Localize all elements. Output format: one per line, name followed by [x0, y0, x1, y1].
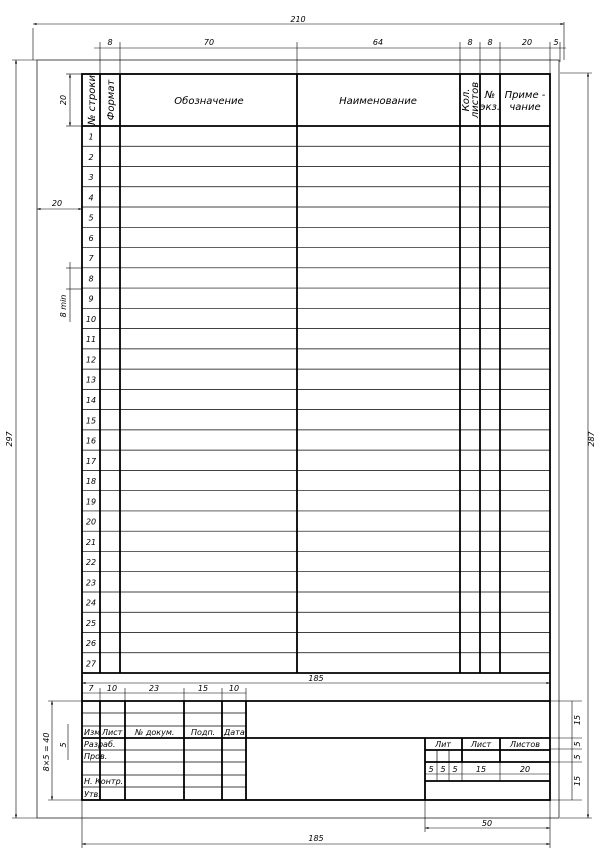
- stamp-sheets: Листов: [510, 740, 540, 749]
- dim-stamp-row: 5: [59, 742, 68, 748]
- row-number: 16: [85, 436, 97, 446]
- row-number: 20: [85, 517, 97, 527]
- stamp-izm: Изм: [84, 728, 101, 737]
- dim-table-width: 185: [308, 674, 324, 683]
- dim-header-height: 20: [59, 94, 68, 106]
- row-number: 26: [85, 639, 97, 649]
- dim-lit-3: 5: [452, 765, 458, 774]
- dim-sheet-width: 210: [290, 15, 306, 24]
- stamp-checked: Пров.: [84, 752, 108, 761]
- table-header: [87, 75, 546, 126]
- row-number: 19: [85, 497, 97, 507]
- header-note-2: чание: [509, 102, 541, 113]
- stamp-doc-no: № докум.: [135, 728, 175, 737]
- row-number: 7: [88, 254, 94, 264]
- dim-stamp-col-3: 23: [148, 684, 160, 693]
- row-number: 22: [85, 558, 97, 568]
- stamp-sign: Подп.: [191, 728, 216, 737]
- row-number: 1: [88, 132, 94, 142]
- row-number: 6: [88, 233, 94, 243]
- dim-stamp-width: 185: [308, 834, 324, 843]
- bottom-dimensions: [82, 800, 550, 848]
- header-copy-no-1: №: [484, 90, 496, 101]
- header-line-no: № строки: [87, 75, 98, 125]
- stamp-developed: Разраб.: [84, 740, 116, 749]
- dim-stamp-right-4: 15: [573, 775, 582, 787]
- stamp-approved: Утв.: [84, 790, 101, 799]
- row-number: 17: [85, 456, 97, 466]
- row-number: 12: [85, 355, 97, 365]
- row-number: 15: [85, 416, 97, 426]
- header-sheets-count-2: листов: [470, 81, 481, 119]
- top-dimensions: [33, 15, 566, 74]
- row-number: 21: [85, 537, 97, 547]
- dim-right-margin: 5: [553, 38, 559, 47]
- dim-stamp-right-width: 50: [481, 819, 493, 828]
- dim-stamp-col-2: 10: [106, 684, 118, 693]
- header-note-1: Приме -: [504, 90, 546, 101]
- header-name: Наименование: [339, 96, 417, 107]
- dim-left-margin: 20: [51, 199, 63, 208]
- title-block: [82, 701, 550, 800]
- row-number: 4: [88, 193, 94, 203]
- dim-col-designation: 70: [203, 38, 215, 47]
- dim-lit-5: 20: [519, 765, 531, 774]
- dim-lit-2: 5: [440, 765, 446, 774]
- row-number: 13: [85, 375, 97, 385]
- stamp-lit: Лит: [435, 740, 451, 749]
- dim-col-copy: 8: [487, 38, 493, 47]
- row-number: 10: [85, 314, 97, 324]
- row-number: 27: [85, 659, 97, 669]
- stamp-col-dimensions: [82, 684, 246, 701]
- dim-col-format: 8: [107, 38, 113, 47]
- row-numbers: [86, 133, 97, 669]
- row-number: 14: [85, 396, 97, 405]
- dim-lit-1: 5: [428, 765, 434, 774]
- row-number: 9: [88, 294, 94, 304]
- header-copy-no-2: экз.: [479, 102, 501, 113]
- header-designation: Обозначение: [174, 96, 244, 107]
- dim-frame-height: 287: [587, 431, 596, 447]
- stamp-date: Дата: [224, 728, 245, 737]
- dim-col-name: 64: [372, 38, 384, 47]
- dim-stamp-right-3: 5: [573, 754, 582, 760]
- dim-col-note: 20: [521, 38, 533, 47]
- table-width-dimension: [82, 674, 550, 683]
- dim-stamp-right-1: 15: [573, 714, 582, 726]
- row-number: 5: [88, 213, 94, 223]
- dim-lit-4: 15: [475, 765, 487, 774]
- header-sheets-count-1: Кол.: [461, 88, 472, 112]
- dim-stamp-height: 8×5 = 40: [42, 732, 51, 772]
- stamp-list: Лист: [102, 728, 123, 737]
- dim-sheet-height: 297: [5, 431, 14, 447]
- dim-col-sheets: 8: [467, 38, 473, 47]
- row-number: 25: [85, 618, 97, 628]
- stamp-norm-control: Н. Контр.: [84, 777, 124, 786]
- stamp-sheet: Лист: [470, 740, 492, 749]
- header-format: Формат: [106, 79, 117, 121]
- right-dimensions: [550, 73, 596, 818]
- dim-stamp-right-2: 5: [573, 741, 582, 747]
- row-number: 8: [88, 274, 94, 284]
- dim-stamp-col-1: 7: [88, 684, 94, 693]
- dim-stamp-col-4: 15: [197, 684, 209, 693]
- left-dimensions: [5, 60, 82, 818]
- row-number: 24: [85, 598, 97, 608]
- row-number: 11: [85, 335, 97, 345]
- dim-stamp-col-5: 10: [228, 684, 240, 693]
- dim-row-min: 8 min: [59, 294, 68, 318]
- row-number: 23: [85, 578, 97, 588]
- row-number: 3: [88, 173, 94, 183]
- row-number: 18: [85, 477, 97, 487]
- row-number: 2: [88, 152, 94, 162]
